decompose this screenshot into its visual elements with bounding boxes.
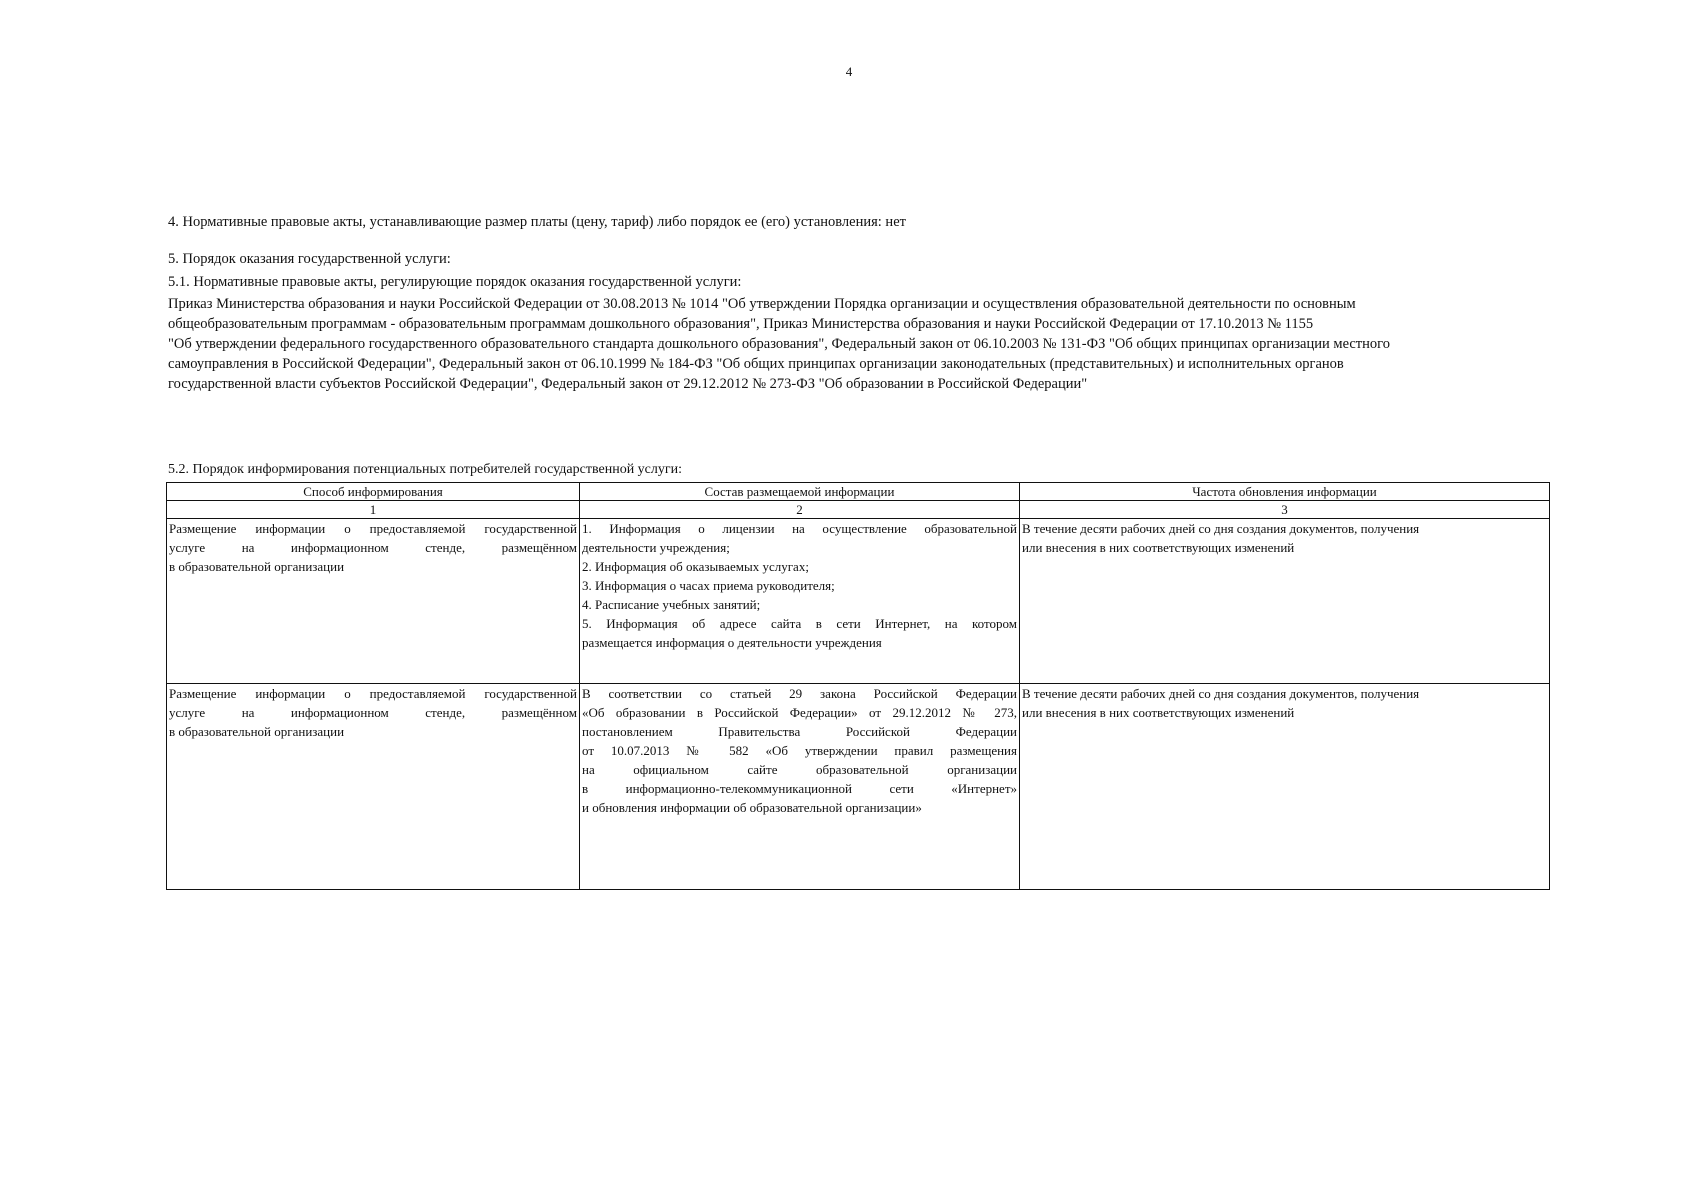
cell-line: 2. Информация об оказываемых услугах; — [582, 559, 809, 574]
method-cell — [167, 684, 580, 890]
col-number: 1 — [167, 501, 580, 519]
cell-line: на официальном сайте образовательной организации — [582, 762, 1017, 777]
col-number: 3 — [1020, 501, 1550, 519]
header-method: Способ информирования — [167, 483, 580, 501]
cell-line: 5. Информация об адресе сайта в сети Интернет, на котором — [582, 616, 1017, 631]
cell-line: 4. Расписание учебных занятий; — [582, 597, 761, 612]
cell-line: В соответствии со статьей 29 закона Российской Федерации — [582, 686, 1017, 701]
table-header-row — [167, 483, 1550, 501]
table-number-row — [167, 501, 1550, 519]
header-content: Состав размещаемой информации — [580, 483, 1020, 501]
page-number: 4 — [845, 64, 853, 79]
table-row — [167, 519, 1550, 684]
legal-acts-line: "Об утверждении федерального государственного образовательного стандарта дошкольного образования", Федеральный закон от 06.10.2003 № 131-ФЗ "Об общих принципах организации местного — [168, 336, 1390, 352]
cell-line: или внесения в них соответствующих изменений — [1022, 705, 1295, 720]
legal-acts-line: общеобразовательным программам - образовательным программам дошкольного образования", Приказ Министерства образования и науки Российской Федерации от 17.10.2013 № 1155 — [168, 316, 1314, 332]
cell-line: «Об образовании в Российской Федерации» от 29.12.2012 № 273, — [582, 705, 1017, 720]
legal-acts-paragraph — [168, 294, 1538, 394]
table-row — [167, 684, 1550, 890]
cell-line: в информационно-телекоммуникационной сети «Интернет» — [582, 781, 1017, 796]
cell-line: В течение десяти рабочих дней со дня создания документов, получения — [1022, 686, 1420, 701]
section-5-1-heading: 5.1. Нормативные правовые акты, регулирующие порядок оказания государственной услуги: — [168, 274, 742, 290]
cell-line: услуге на информационном стенде, размещённом — [169, 705, 577, 720]
legal-acts-line: Приказ Министерства образования и науки Российской Федерации от 30.08.2013 № 1014 "Об утверждении Порядка организации и осуществления образовательной деятельности по основным — [168, 296, 1356, 312]
legal-acts-line: самоуправления в Российской Федерации", Федеральный закон от 06.10.1999 № 184-ФЗ "Об общих принципах организации законодательных (представительных) и исполнительных органов — [168, 356, 1344, 372]
informing-table — [166, 482, 1550, 890]
cell-line: в образовательной организации — [169, 559, 345, 574]
cell-line: деятельности учреждения; — [582, 540, 730, 555]
cell-line: 3. Информация о часах приема руководителя; — [582, 578, 835, 593]
cell-line: и обновления информации об образовательной организации» — [582, 800, 922, 815]
cell-line: в образовательной организации — [169, 724, 345, 739]
cell-line: размещается информация о деятельности учреждения — [582, 635, 882, 650]
content-cell — [580, 684, 1020, 890]
section-5-2-heading: 5.2. Порядок информирования потенциальных потребителей государственной услуги: — [168, 462, 683, 477]
frequency-cell — [1020, 684, 1550, 890]
frequency-cell — [1020, 519, 1550, 684]
cell-line: Размещение информации о предоставляемой государственной — [169, 521, 577, 536]
cell-line: от 10.07.2013 № 582 «Об утверждении правил размещения — [582, 743, 1017, 758]
cell-line: Размещение информации о предоставляемой государственной — [169, 686, 577, 701]
section-5-heading: 5. Порядок оказания государственной услуги: — [168, 251, 451, 267]
cell-line: или внесения в них соответствующих изменений — [1022, 540, 1295, 555]
cell-line: В течение десяти рабочих дней со дня создания документов, получения — [1022, 521, 1420, 536]
cell-line: услуге на информационном стенде, размещённом — [169, 540, 577, 555]
section-4-heading: 4. Нормативные правовые акты, устанавливающие размер платы (цену, тариф) либо порядок ее (его) установления: нет — [168, 214, 906, 230]
content-cell — [580, 519, 1020, 684]
header-frequency: Частота обновления информации — [1020, 483, 1550, 501]
legal-acts-line: государственной власти субъектов Российской Федерации", Федеральный закон от 29.12.2012 № 273-ФЗ "Об образовании в Российской Федерации" — [168, 376, 1088, 392]
cell-line: 1. Информация о лицензии на осуществление образовательной — [582, 521, 1017, 536]
col-number: 2 — [580, 501, 1020, 519]
method-cell — [167, 519, 580, 684]
cell-line: постановлением Правительства Российской Федерации — [582, 724, 1017, 739]
